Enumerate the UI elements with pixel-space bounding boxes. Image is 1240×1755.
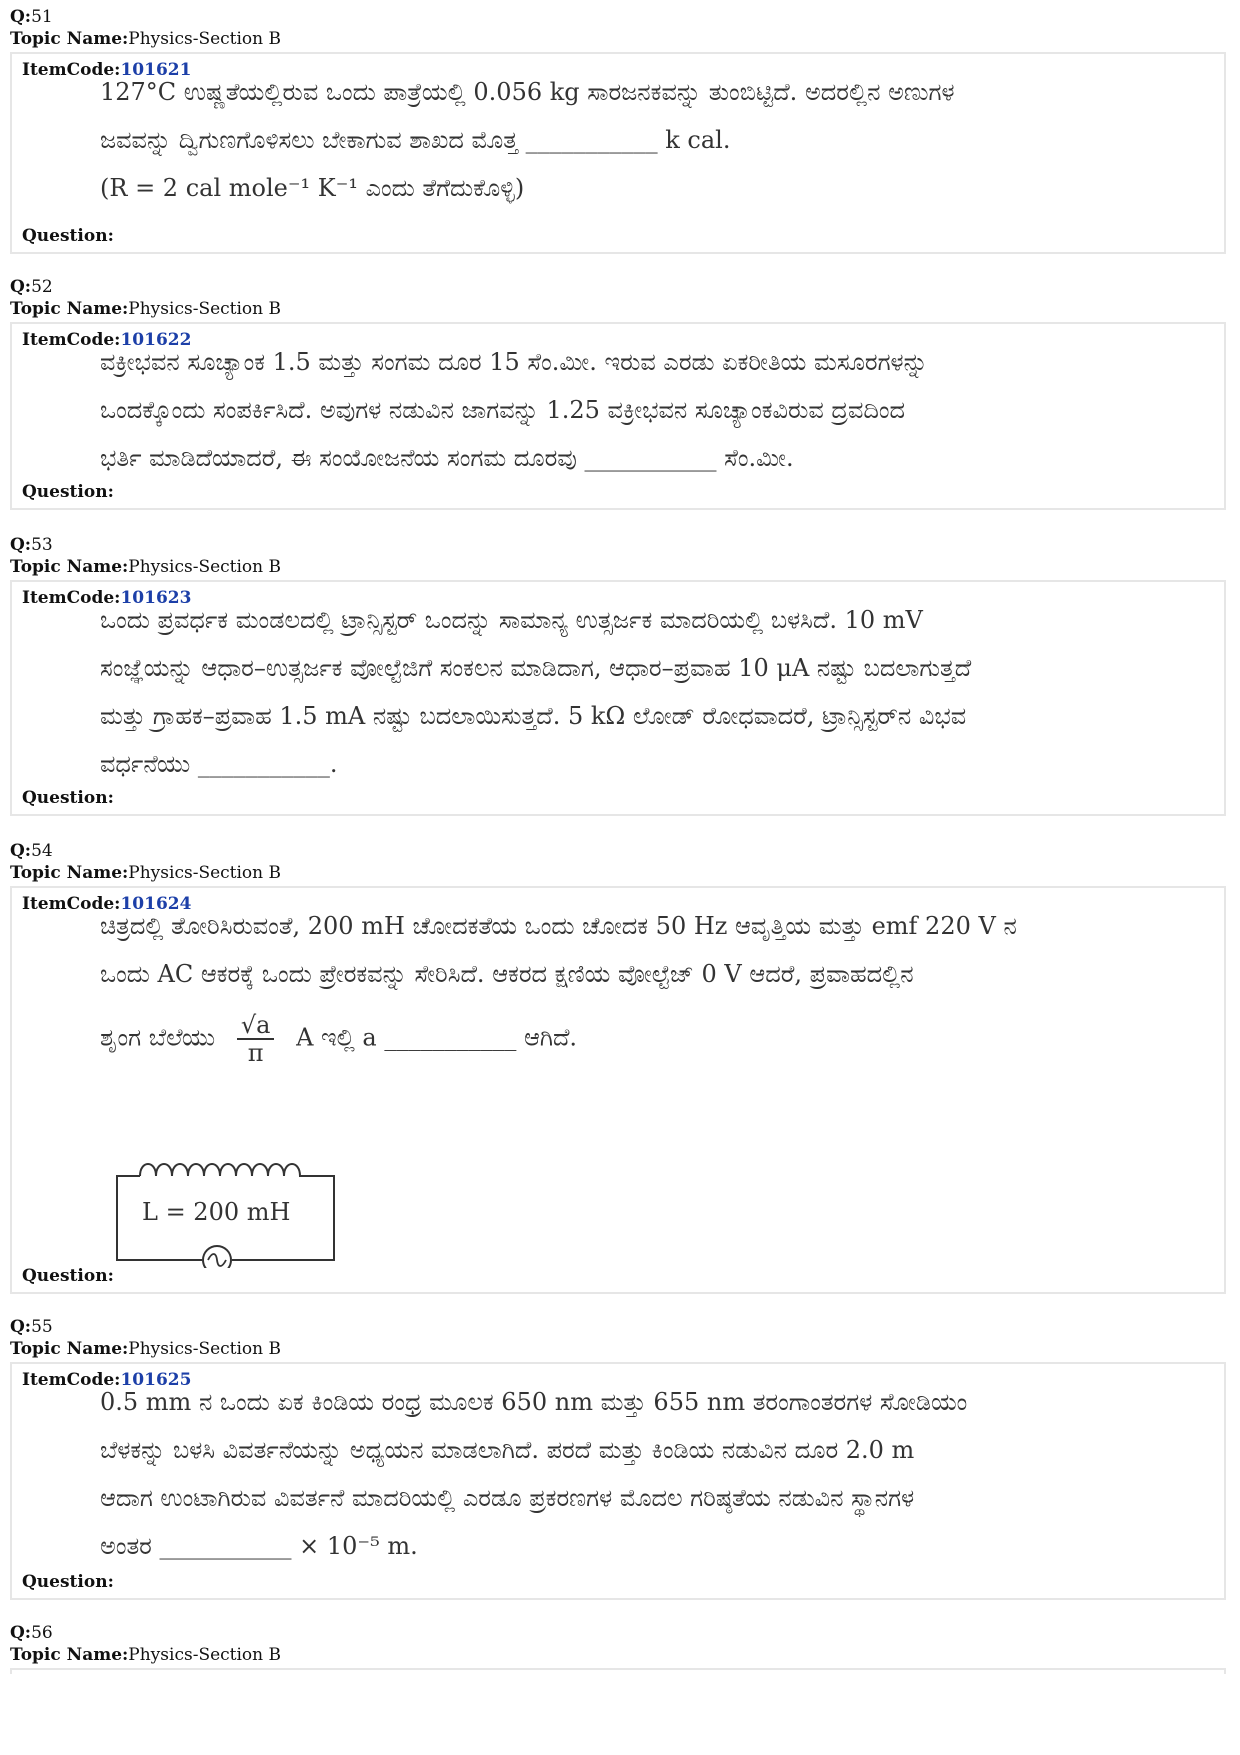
question-number: Q:52 — [10, 277, 53, 297]
question-card — [10, 580, 1226, 816]
topic-name: Topic Name:Physics-Section B — [10, 863, 282, 883]
question-text: 127°C ಉಷ್ಣತೆಯಲ್ಲಿರುವ ಒಂದು ಪಾತ್ರೆಯಲ್ಲಿ 0.056 kg ಸಾರಜನಕವನ್ನು ತುಂಬಿಟ್ಟಿದೆ. ಅದರಲ್ಲಿನ ಅಣುಗಳ ಜವವನ್ನು ದ್ವಿಗುಣಗೊಳಿಸಲು ಬೇಕಾಗುವ ಶಾಖದ ಮೊತ್ತ ___________ k cal. (R = 2 cal mole⁻¹ K⁻¹ ಎಂದು ತೆಗೆದುಕೊಳ್ಳಿ) — [100, 78, 955, 202]
question-card — [10, 886, 1226, 1294]
question-label: Question: — [22, 1266, 114, 1286]
question-card — [10, 52, 1226, 254]
question-text: 0.5 mm ನ ಒಂದು ಏಕ ಕಿಂಡಿಯ ರಂಧ್ರ ಮೂಲಕ 650 nm ಮತ್ತು 655 nm ತರಂಗಾಂತರಗಳ ಸೋಡಿಯಂ ಬೆಳಕನ್ನು ಬಳಸಿ ವಿವರ್ತನೆಯನ್ನು ಅಧ್ಯಯನ ಮಾಡಲಾಗಿದೆ. ಪರದೆ ಮತ್ತು ಕಿಂಡಿಯ ನಡುವಿನ ದೂರ 2.0 m ಆದಾಗ ಉಂಟಾಗಿರುವ ವಿವರ್ತನೆ ಮಾದರಿಯಲ್ಲಿ ಎರಡೂ ಪ್ರಕರಣಗಳ ಮೊದಲ ಗರಿಷ್ಠತೆಯ ನಡುವಿನ ಸ್ಥಾನಗಳ ಅಂತರ ___________ × 10⁻⁵ m. — [100, 1388, 968, 1560]
question-number: Q:55 — [10, 1317, 53, 1337]
item-code: ItemCode:101623 — [22, 588, 192, 608]
question-text: ಚಿತ್ರದಲ್ಲಿ ತೋರಿಸಿರುವಂತೆ, 200 mH ಚೋದಕತೆಯ ಒಂದು ಚೋದಕ 50 Hz ಆವೃತ್ತಿಯ ಮತ್ತು emf 220 V ನ ಒಂದು AC ಆಕರಕ್ಕೆ ಒಂದು ಪ್ರೇರಕವನ್ನು ಸೇರಿಸಿದೆ. ಆಕರದ ಕ್ಷಣಿಯ ವೋಲ್ಟೆಜ್ 0 V ಆದರೆ, ಪ್ರವಾಹದಲ್ಲಿನ ಶೃಂಗ ಬೆಲೆಯು $\frac{√a}{\pi}$ A ಇಲ್ಲಿ a ___________ ಆಗಿದೆ. — [100, 912, 1017, 1067]
question-card — [10, 322, 1226, 510]
question-number: Q:53 — [10, 535, 53, 555]
topic-name: Topic Name:Physics-Section B — [10, 557, 282, 577]
question-number: Q:56 — [10, 1623, 53, 1643]
question-card — [10, 1668, 1226, 1674]
inductance-label: L = 200 mH — [142, 1198, 291, 1226]
question-text: ವಕ್ರೀಭವನ ಸೂಚ್ಯಾಂಕ 1.5 ಮತ್ತು ಸಂಗಮ ದೂರ 15 ಸೆಂ.ಮೀ. ಇರುವ ಎರಡು ಏಕರೀತಿಯ ಮಸೂರಗಳನ್ನು ಒಂದಕ್ಕೊಂದು ಸಂಪರ್ಕಿಸಿದೆ. ಅವುಗಳ ನಡುವಿನ ಜಾಗವನ್ನು 1.25 ವಕ್ರೀಭವನ ಸೂಚ್ಯಾಂಕವಿರುವ ದ್ರವದಿಂದ ಭರ್ತಿ ಮಾಡಿದೆಯಾದರೆ, ಈ ಸಂಯೋಜನೆಯ ಸಂಗಮ ದೂರವು ___________ ಸೆಂ.ಮೀ. — [100, 348, 928, 472]
fraction-root-a-over-pi: $\frac{√a}{\pi}$ — [237, 1012, 275, 1066]
question-label: Question: — [22, 788, 114, 808]
question-card — [10, 1362, 1226, 1600]
topic-name: Topic Name:Physics-Section B — [10, 29, 282, 49]
topic-name: Topic Name:Physics-Section B — [10, 1339, 282, 1359]
question-label: Question: — [22, 482, 114, 502]
question-text: ಒಂದು ಪ್ರವರ್ಧಕ ಮಂಡಲದಲ್ಲಿ ಟ್ರಾನ್ಸಿಸ್ಟರ್ ಒಂದನ್ನು ಸಾಮಾನ್ಯ ಉತ್ಸರ್ಜಕ ಮಾದರಿಯಲ್ಲಿ ಬಳಸಿದೆ. 10 mV ಸಂಜ್ಞೆಯನ್ನು ಆಧಾರ–ಉತ್ಸರ್ಜಕ ವೋಲ್ಟೆಜಿಗೆ ಸಂಕಲನ ಮಾಡಿದಾಗ, ಆಧಾರ–ಪ್ರವಾಹ 10 μA ನಷ್ಟು ಬದಲಾಗುತ್ತದೆ ಮತ್ತು ಗ್ರಾಹಕ–ಪ್ರವಾಹ 1.5 mA ನಷ್ಟು ಬದಲಾಯಿಸುತ್ತದೆ. 5 kΩ ಲೋಡ್ ರೋಧವಾದರೆ, ಟ್ರಾನ್ಸಿಸ್ಟರ್‌ನ ವಿಭವ ವರ್ಧನೆಯು ___________. — [100, 606, 972, 778]
question-number: Q:54 — [10, 841, 53, 861]
question-number: Q:51 — [10, 7, 53, 27]
topic-name: Topic Name:Physics-Section B — [10, 299, 282, 319]
item-code: ItemCode:101622 — [22, 330, 192, 350]
question-label: Question: — [22, 226, 114, 246]
item-code: ItemCode:101625 — [22, 1370, 192, 1390]
inductor-circuit-diagram — [112, 1158, 342, 1268]
question-label: Question: — [22, 1572, 114, 1592]
item-code: ItemCode:101621 — [22, 60, 192, 80]
topic-name: Topic Name:Physics-Section B — [10, 1645, 282, 1665]
item-code: ItemCode:101624 — [22, 894, 192, 914]
